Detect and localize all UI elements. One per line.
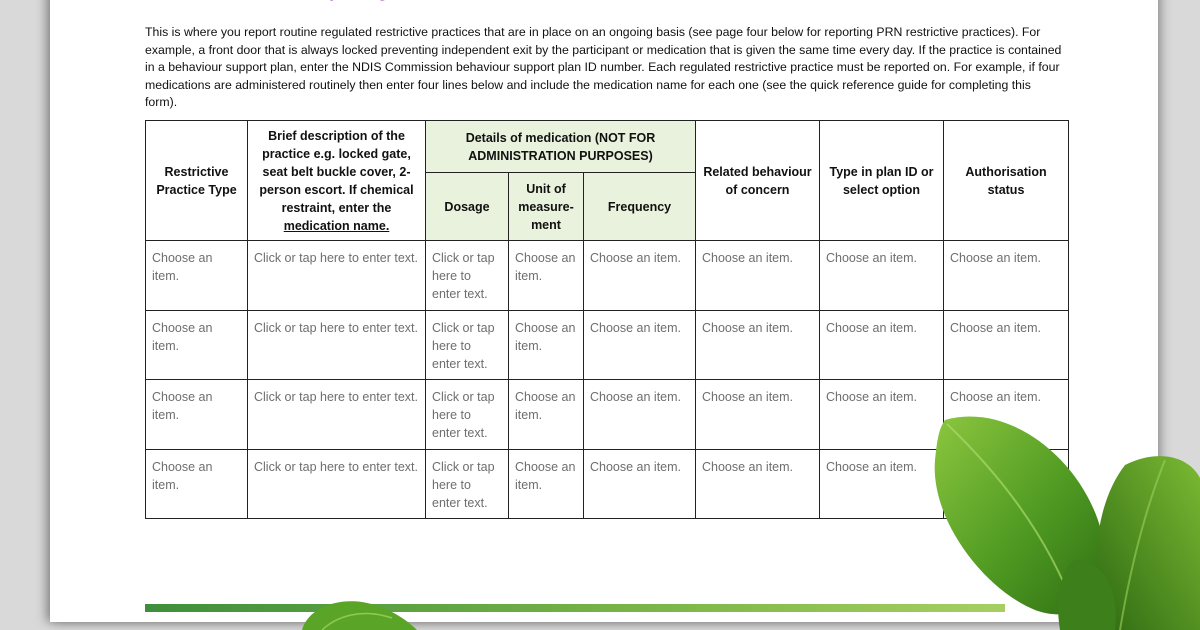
dosage-text-field[interactable]: Click or tap here to enter text. — [426, 449, 509, 519]
frequency-dropdown[interactable]: Choose an item. — [584, 241, 696, 311]
behaviour-dropdown[interactable]: Choose an item. — [696, 380, 820, 450]
plan-id-dropdown[interactable]: Choose an item. — [820, 241, 944, 311]
practice-type-dropdown[interactable]: Choose an item. — [146, 241, 248, 311]
practice-type-dropdown[interactable]: Choose an item. — [146, 310, 248, 380]
unit-dropdown[interactable]: Choose an item. — [509, 449, 584, 519]
header-description: Brief description of the practice e.g. locked gate, seat belt buckle cover, 2-person escort. If chemical restraint, enter the medication name. — [248, 121, 426, 241]
page-heading — [145, 0, 466, 2]
practice-type-dropdown[interactable]: Choose an item. — [146, 449, 248, 519]
header-dosage: Dosage — [426, 173, 509, 241]
behaviour-dropdown[interactable]: Choose an item. — [696, 310, 820, 380]
header-related-behaviour: Related behaviour of concern — [696, 121, 820, 241]
green-leaves-image — [925, 410, 1200, 630]
frequency-dropdown[interactable]: Choose an item. — [584, 380, 696, 450]
header-frequency: Frequency — [584, 173, 696, 241]
intro-paragraph: This is where you report routine regulated restrictive practices that are in place on an ongoing basis (see page four below for reporting PRN restrictive practices). For example, a front door that is always locked preventing independent exit by the participant or medication that is given the same time every day. If the practice is contained in a behaviour support plan, enter the NDIS Commission behaviour support plan ID number. Each regulated restrictive practice must be reported on. For example, if four medications are administered routinely then enter four lines below and include the medication name for each one (see the quick reference guide for completing this form). — [145, 25, 1062, 110]
description-text-field[interactable]: Click or tap here to enter text. — [248, 310, 426, 380]
footer-green-bar — [145, 604, 1005, 612]
authorisation-dropdown[interactable]: Choose an item. — [944, 380, 1069, 450]
unit-dropdown[interactable]: Choose an item. — [509, 310, 584, 380]
plan-id-dropdown[interactable]: Choose an item. — [820, 449, 944, 519]
header-medication-details: Details of medication (NOT FOR ADMINISTRATION PURPOSES) — [426, 121, 696, 173]
table-row — [146, 241, 1069, 311]
plan-id-dropdown[interactable]: Choose an item. — [820, 310, 944, 380]
unit-dropdown[interactable]: Choose an item. — [509, 241, 584, 311]
description-text-field[interactable]: Click or tap here to enter text. — [248, 380, 426, 450]
header-unit-of-measurement: Unit of measure-ment — [509, 173, 584, 241]
dosage-text-field[interactable]: Click or tap here to enter text. — [426, 380, 509, 450]
unit-dropdown[interactable]: Choose an item. — [509, 380, 584, 450]
plan-id-dropdown[interactable]: Choose an item. — [820, 380, 944, 450]
description-text-field[interactable]: Click or tap here to enter text. — [248, 241, 426, 311]
header-practice-type: Restrictive Practice Type — [146, 121, 248, 241]
medication-name-link: medication name. — [283, 218, 390, 233]
behaviour-dropdown[interactable]: Choose an item. — [696, 449, 820, 519]
authorisation-dropdown[interactable]: Choose an item. — [944, 241, 1069, 311]
practice-type-dropdown[interactable]: Choose an item. — [146, 380, 248, 450]
leaf-shape — [302, 601, 417, 630]
frequency-dropdown[interactable]: Choose an item. — [584, 310, 696, 380]
table-row — [146, 310, 1069, 380]
header-authorisation-status: Authorisation status — [944, 121, 1069, 241]
description-text-field[interactable]: Click or tap here to enter text. — [248, 449, 426, 519]
dosage-text-field[interactable]: Click or tap here to enter text. — [426, 241, 509, 311]
dosage-text-field[interactable]: Click or tap here to enter text. — [426, 310, 509, 380]
green-leaf-bottom-image — [292, 596, 422, 630]
authorisation-dropdown[interactable]: Choose an item. — [944, 310, 1069, 380]
frequency-dropdown[interactable]: Choose an item. — [584, 449, 696, 519]
behaviour-dropdown[interactable]: Choose an item. — [696, 241, 820, 311]
header-plan-id: Type in plan ID or select option — [820, 121, 944, 241]
